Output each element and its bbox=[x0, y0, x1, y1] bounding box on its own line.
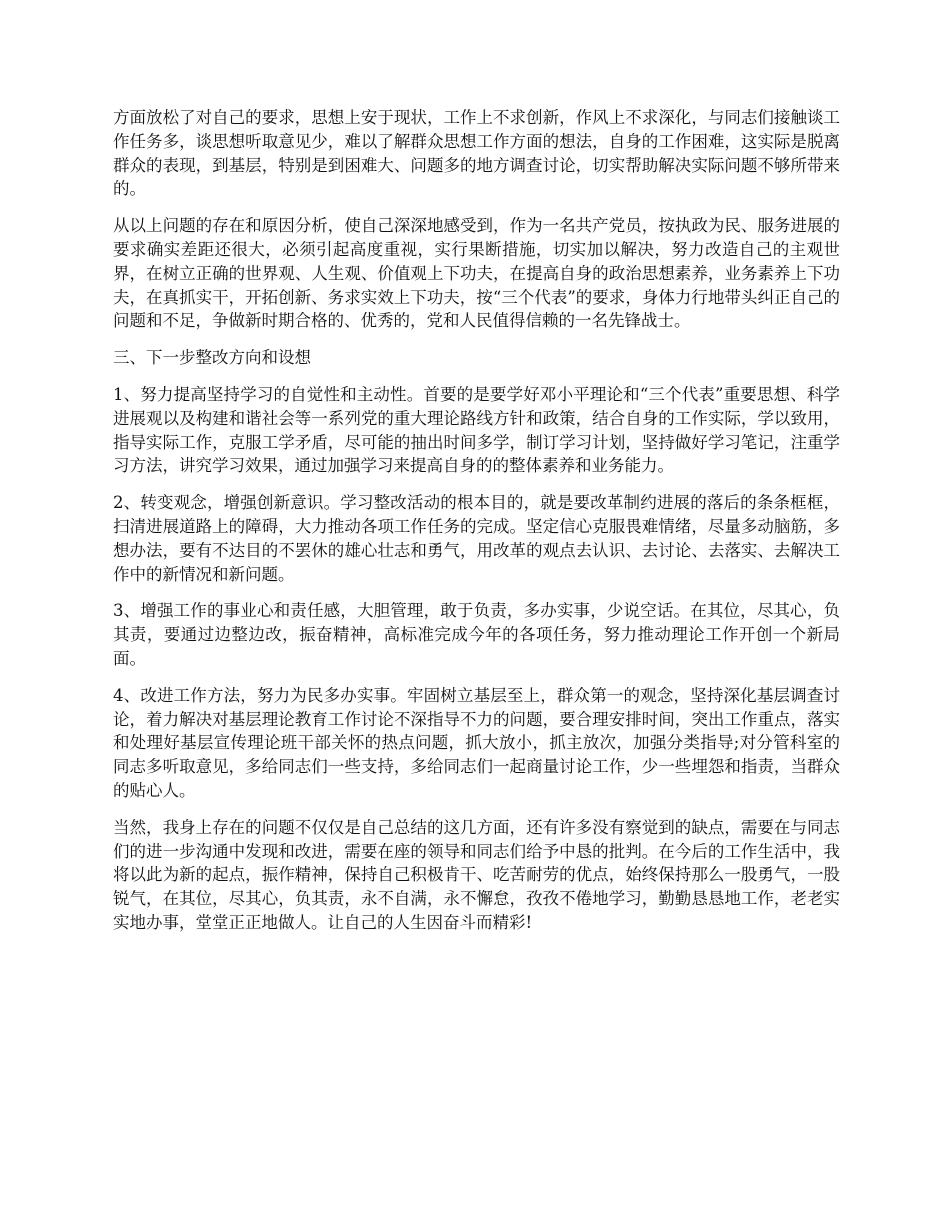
paragraph-item-1: 1、努力提高坚持学习的自觉性和主动性。首要的是要学好邓小平理论和“三个代表”重要思想、科学进展观以及构建和谐社会等一系列党的重大理论路线方针和政策，结合自身的工作实际，学以致用，指导实际工作，克服工学矛盾，尽可能的抽出时间多学，制订学习计划，坚持做好学习笔记，注重学习方法，讲究学习效果，通过加强学习来提高自身的的整体素养和业务能力。 bbox=[113, 384, 840, 476]
section-heading: 三、下一步整改方向和设想 bbox=[113, 348, 311, 368]
paragraph-item-4: 4、改进工作方法，努力为民多办实事。牢固树立基层至上，群众第一的观念，坚持深化基层调查讨论，着力解决对基层理论教育工作讨论不深指导不力的问题，要合理安排时间，突出工作重点，落实和处理好基层宣传理论班干部关怀的热点问题，抓大放小，抓主放次，加强分类指导;对分管科室的同志多听取意见，多给同志们一些支持，多给同志们一起商量讨论工作，少一些埋怨和指责，当群众的贴心人。 bbox=[113, 685, 840, 800]
paragraph-item-2: 2、转变观念，增强创新意识。学习整改活动的根本目的，就是要改革制约进展的落后的条条框框，扫清进展道路上的障碍，大力推动各项工作任务的完成。坚定信心克服畏难情绪，尽量多动脑筋，多想办法，要有不达目的不罢休的雄心壮志和勇气，用改革的观点去认识、去讨论、去落实、去解决工作中的新情况和新问题。 bbox=[113, 493, 840, 584]
paragraph-intro-continuation: 方面放松了对自己的要求，思想上安于现状，工作上不求创新，作风上不求深化，与同志们接触谈工作任务多，谈思想听取意见少，难以了解群众思想工作方面的想法，自身的工作困难，这实际是脱离群众的表现，到基层，特别是到困难大、问题多的地方调查讨论，切实帮助解决实际问题不够所带来的。 bbox=[113, 108, 840, 199]
document-body bbox=[113, 106, 840, 948]
paragraph-item-3: 3、增强工作的事业心和责任感，大胆管理，敢于负责，多办实事，少说空话。在其位，尽其心，负其责，要通过边整边改，振奋精神，高标准完成今年的各项任务，努力推动理论工作开创一个新局面。 bbox=[113, 601, 840, 668]
paragraph-cause-analysis: 从以上问题的存在和原因分析，使自己深深地感受到，作为一名共产党员，按执政为民、服务进展的要求确实差距还很大，必须引起高度重视，实行果断措施，切实加以解决，努力改造自己的主观世界，在树立正确的世界观、人生观、价值观上下功夫，在提高自身的政治思想素养，业务素养上下功夫，在真抓实干，开拓创新、务求实效上下功夫，按“三个代表”的要求，身体力行地带头纠正自己的问题和不足，争做新时期合格的、优秀的，党和人民值得信赖的一名先锋战士。 bbox=[113, 216, 840, 331]
paragraph-conclusion: 当然，我身上存在的问题不仅仅是自己总结的这几方面，还有许多没有察觉到的缺点，需要在与同志们的进一步沟通中发现和改进，需要在座的领导和同志们给予中恳的批判。在今后的工作生活中，我将以此为新的起点，振作精神，保持自己积极肯干、吃苦耐劳的优点，始终保持那么一股勇气，一股锐气，在其位，尽其心，负其责，永不自满，永不懈怠，孜孜不倦地学习，勤勤恳恳地工作，老老实实地办事，堂堂正正地做人。让自己的人生因奋斗而精彩! bbox=[113, 817, 840, 932]
